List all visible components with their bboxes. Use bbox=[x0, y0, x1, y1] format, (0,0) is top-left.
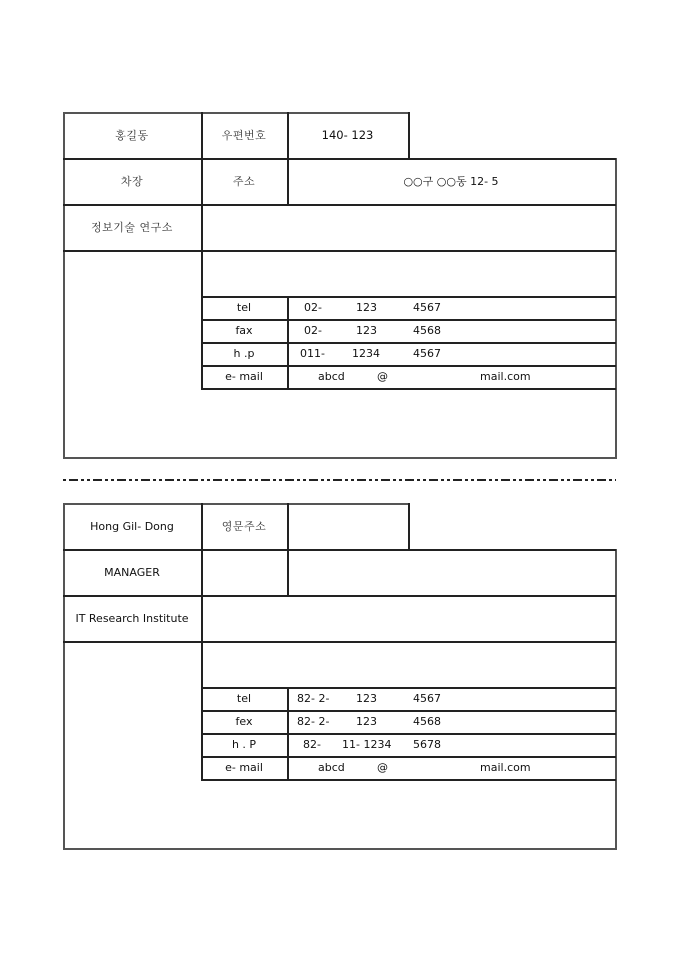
hp-value bbox=[287, 342, 615, 365]
tel-part: 123 bbox=[356, 692, 377, 705]
business-card-korean bbox=[0, 0, 680, 400]
business-card-english bbox=[0, 391, 680, 791]
fax-part: 123 bbox=[356, 324, 377, 337]
email-value bbox=[287, 756, 615, 779]
fax-part: 4568 bbox=[413, 324, 441, 337]
name-field: 홍길동 bbox=[115, 129, 149, 142]
hp-part: 11- 1234 bbox=[342, 738, 392, 751]
email-at: @ bbox=[377, 370, 388, 383]
fax-value bbox=[287, 319, 615, 342]
postal-label: 우편번호 bbox=[221, 129, 267, 142]
hp-part: 011- bbox=[300, 347, 325, 360]
fax-part: 02- bbox=[304, 324, 322, 337]
tel-part: 4567 bbox=[413, 301, 441, 314]
address-label: 영문주소 bbox=[221, 520, 267, 533]
email-label: e- mail bbox=[225, 761, 263, 774]
tel-part: 02- bbox=[304, 301, 322, 314]
tel-value bbox=[287, 687, 615, 710]
fax-part: 123 bbox=[356, 715, 377, 728]
col-line bbox=[287, 503, 289, 596]
email-domain: mail.com bbox=[480, 761, 531, 774]
tel-label: tel bbox=[236, 692, 252, 705]
fax-label: fax bbox=[235, 324, 253, 337]
row-line bbox=[63, 641, 616, 643]
postal-code-field: 140- 123 bbox=[321, 128, 374, 142]
address-right-line bbox=[408, 503, 410, 550]
address-label: 주소 bbox=[232, 175, 256, 188]
hp-label: h . P bbox=[231, 738, 257, 751]
hp-part: 5678 bbox=[413, 738, 441, 751]
postal-right-line bbox=[408, 112, 410, 159]
tel-value bbox=[287, 296, 615, 319]
fax-part: 4568 bbox=[413, 715, 441, 728]
fax-label: fex bbox=[235, 715, 253, 728]
hp-label: h .p bbox=[233, 347, 255, 360]
fax-value bbox=[287, 710, 615, 733]
email-label: e- mail bbox=[225, 370, 263, 383]
email-user: abcd bbox=[318, 370, 345, 383]
position-field: 차장 bbox=[120, 175, 144, 188]
row-line bbox=[63, 250, 616, 252]
company-field: 정보기술 연구소 bbox=[91, 221, 173, 234]
tel-label: tel bbox=[236, 301, 252, 314]
tel-part: 4567 bbox=[413, 692, 441, 705]
tel-part: 123 bbox=[356, 301, 377, 314]
position-field: MANAGER bbox=[104, 565, 160, 579]
frame-right-line bbox=[615, 549, 617, 849]
email-value bbox=[287, 365, 615, 388]
name-field: Hong Gil- Dong bbox=[90, 519, 174, 533]
fax-part: 82- 2- bbox=[297, 715, 330, 728]
email-domain: mail.com bbox=[480, 370, 531, 383]
hp-value bbox=[287, 733, 615, 756]
row-line bbox=[201, 388, 616, 390]
row-line bbox=[201, 779, 616, 781]
frame-bottom-line bbox=[63, 848, 617, 850]
email-at: @ bbox=[377, 761, 388, 774]
email-user: abcd bbox=[318, 761, 345, 774]
hp-part: 82- bbox=[303, 738, 321, 751]
address-field: ○○구 ○○동 12- 5 bbox=[403, 175, 499, 188]
tel-part: 82- 2- bbox=[297, 692, 330, 705]
hp-part: 1234 bbox=[352, 347, 380, 360]
company-field: IT Research Institute bbox=[75, 611, 189, 625]
hp-part: 4567 bbox=[413, 347, 441, 360]
